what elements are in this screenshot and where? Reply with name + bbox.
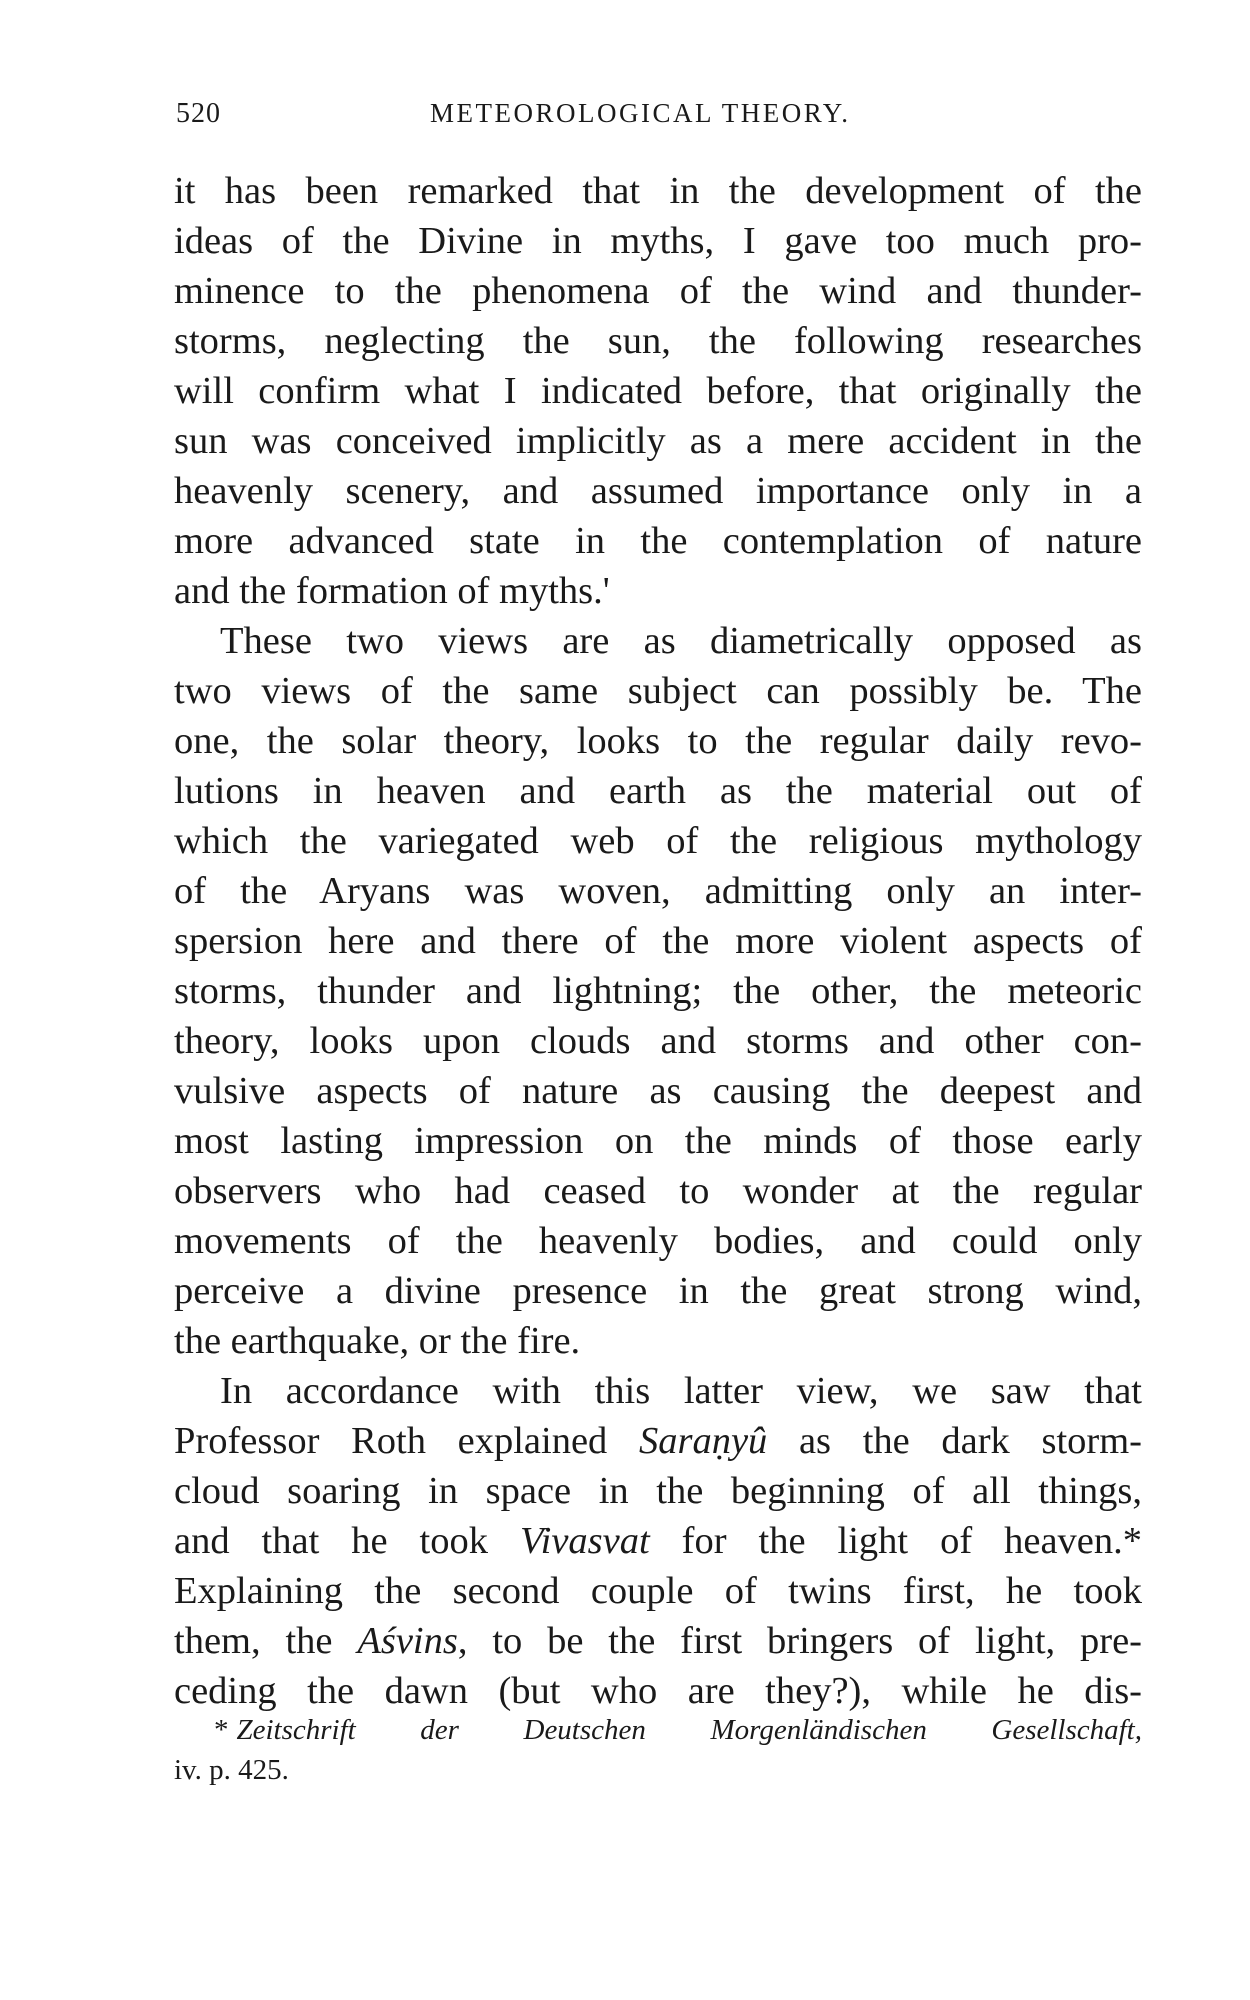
text-segment: for the light of heaven.* [649,1520,1142,1562]
text-line: spersion here and there of the more violent aspects of [174,920,1142,962]
text-line: of the Aryans was woven, admitting only an inter- [174,870,1142,912]
text-line: Explaining the second couple of twins first, he took [174,1570,1142,1612]
text-line: more advanced state in the contemplation of nature [174,520,1142,562]
text-line: storms, neglecting the sun, the following researches [174,320,1142,362]
text-line: minence to the phenomena of the wind and thunder- [174,270,1142,312]
text-line: ceding the dawn (but who are they?), while he dis- [174,1670,1142,1712]
running-head [0,98,1250,138]
italic-term-saranyu: Saraṇyû [638,1420,768,1462]
text-line [174,1616,1142,1666]
text-line: most lasting impression on the minds of those early [174,1120,1142,1162]
text-line: it has been remarked that in the development of the [174,170,1142,212]
text-line: lutions in heaven and earth as the material out of [174,770,1142,812]
text-line: storms, thunder and lightning; the other, the meteoric [174,970,1142,1012]
italic-term-asvins: Aśvins [357,1620,458,1662]
text-line: theory, looks upon clouds and storms and other con- [174,1020,1142,1062]
text-line: one, the solar theory, looks to the regular daily revo- [174,720,1142,762]
text-segment: as the dark storm- [767,1420,1142,1462]
running-title: METEOROLOGICAL THEORY. [430,98,851,128]
text-line: ideas of the Divine in myths, I gave too much pro- [174,220,1142,262]
text-line: will confirm what I indicated before, that originally the [174,370,1142,412]
text-line: and the formation of myths.' [174,570,610,612]
text-line: heavenly scenery, and assumed importance only in a [174,470,1142,512]
text-segment: them, the [174,1620,358,1662]
footnote-line [174,1710,1142,1750]
text-line: sun was conceived implicitly as a mere accident in the [174,420,1142,462]
footnote-marker: * [214,1714,229,1746]
footnote-citation: Zeitschrift der Deutschen Morgenländischen Gesellschaft, [236,1714,1142,1746]
body-text [174,166,1142,1716]
text-segment: Professor Roth explained [174,1420,639,1462]
text-line [174,1416,1142,1466]
footnote [174,1710,1142,1790]
text-line: observers who had ceased to wonder at the regular [174,1170,1142,1212]
text-line: perceive a divine presence in the great strong wind, [174,1270,1142,1312]
text-line [174,1516,1142,1566]
text-line: movements of the heavenly bodies, and could only [174,1220,1142,1262]
text-line: two views of the same subject can possibly be. The [174,670,1142,712]
page-number: 520 [176,98,221,129]
text-segment: , to be the first bringers of light, pre- [457,1620,1142,1662]
footnote-line: iv. p. 425. [174,1754,289,1786]
text-line: the earthquake, or the fire. [174,1320,581,1362]
paragraph-start-line: In accordance with this latter view, we saw that [220,1370,1142,1412]
text-line: vulsive aspects of nature as causing the deepest and [174,1070,1142,1112]
text-segment: and that he took [174,1520,520,1562]
text-line: which the variegated web of the religious mythology [174,820,1142,862]
italic-term-vivasvat: Vivasvat [519,1520,650,1562]
paragraph-start-line: These two views are as diametrically opposed as [220,620,1142,662]
text-line: cloud soaring in space in the beginning of all things, [174,1470,1142,1512]
